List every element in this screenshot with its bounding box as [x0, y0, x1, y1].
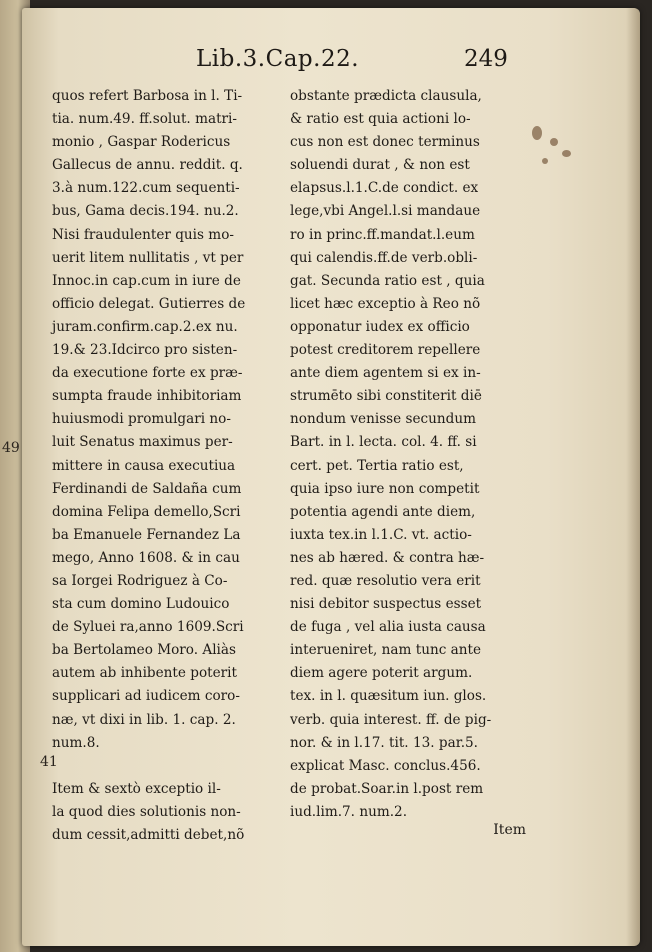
text-line: nor. & in l.17. tit. 13. par.5.	[290, 734, 478, 751]
text-line: potest creditorem repellere	[290, 342, 481, 359]
text-line: lege,vbi Angel.l.si mandaue	[290, 203, 481, 220]
ink-stain	[562, 150, 571, 157]
text-line: huiusmodi promulgari no-	[52, 411, 231, 428]
text-line: Item & sextò exceptio il-	[52, 780, 221, 797]
right-column	[290, 85, 522, 824]
text-line: soluendi durat , & non est	[290, 157, 470, 174]
text-line: tia. num.49. ff.solut. matri-	[52, 111, 237, 128]
text-line: nes ab hæred. & contra hæ-	[290, 549, 485, 566]
text-line: elapsus.l.1.C.de condict. ex	[290, 180, 479, 197]
text-line: explicat Masc. conclus.456.	[290, 757, 481, 774]
text-line: officio delegat. Gutierres de	[52, 295, 246, 312]
text-line: sa Iorgei Rodriguez à Co-	[52, 572, 228, 589]
text-line: licet hæc exceptio à Reo nõ	[290, 295, 481, 312]
text-line: autem ab inhibente poterit	[52, 665, 237, 682]
ink-stain	[532, 126, 542, 140]
text-line: næ, vt dixi in lib. 1. cap. 2.	[52, 711, 236, 728]
text-line: Nisi fraudulenter quis mo-	[52, 226, 234, 243]
page-number: 249	[464, 46, 508, 72]
text-line: ro in princ.ff.mandat.l.eum	[290, 226, 475, 243]
text-line: num.8.	[52, 734, 100, 751]
text-line: opponatur iudex ex officio	[290, 318, 470, 335]
text-line: quia ipso iure non competit	[290, 480, 480, 497]
text-line: monio , Gaspar Rodericus	[52, 134, 231, 151]
text-line: la quod dies solutionis non-	[52, 803, 241, 820]
text-line: strumēto sibi constiterit diē	[290, 388, 482, 405]
text-line: ba Emanuele Fernandez La	[52, 526, 241, 543]
text-line: de Syluei ra,anno 1609.Scri	[52, 619, 244, 636]
text-line: cus non est donec terminus	[290, 134, 480, 151]
text-line: domina Felipa demello,Scri	[52, 503, 241, 520]
ink-stain	[550, 138, 558, 146]
text-line: iuxta tex.in l.1.C. vt. actio-	[290, 526, 472, 543]
text-line: red. quæ resolutio vera erit	[290, 572, 481, 589]
text-line: diem agere poterit argum.	[290, 665, 473, 682]
page-edge-shadow	[626, 8, 640, 946]
text-line: interueniret, nam tunc ante	[290, 642, 482, 659]
text-line: 19.& 23.Idcirco pro sisten-	[52, 342, 238, 359]
text-line: dum cessit,admitti debet,nõ	[52, 827, 245, 843]
text-line: de fuga , vel alia iusta causa	[290, 619, 486, 636]
paragraph-gap	[52, 755, 280, 778]
text-line: & ratio est quia actioni lo-	[290, 111, 471, 128]
text-line: juram.confirm.cap.2.ex nu.	[52, 318, 238, 335]
text-line: cert. pet. Tertia ratio est,	[290, 457, 464, 474]
text-line: bus, Gama decis.194. nu.2.	[52, 203, 239, 220]
text-line: Gallecus de annu. reddit. q.	[52, 157, 243, 174]
text-line: tex. in l. quæsitum iun. glos.	[290, 688, 487, 705]
text-line: gat. Secunda ratio est , quia	[290, 272, 485, 289]
left-column	[52, 85, 280, 847]
text-line: sta cum domino Ludouico	[52, 596, 230, 613]
text-line: mego, Anno 1608. & in cau	[52, 549, 240, 566]
text-line: nondum venisse secundum	[290, 411, 476, 428]
text-line: Ferdinandi de Saldaña cum	[52, 480, 242, 497]
text-line: ante diem agentem si ex in-	[290, 365, 481, 382]
text-line: sumpta fraude inhibitoriam	[52, 388, 242, 405]
text-line: quos refert Barbosa in l. Ti-	[52, 88, 243, 104]
text-line: mittere in causa executiua	[52, 457, 236, 474]
text-line: Innoc.in cap.cum in iure de	[52, 272, 241, 289]
text-line: obstante prædicta clausula,	[290, 88, 482, 104]
text-line: verb. quia interest. ff. de pig-	[290, 711, 492, 728]
text-line: potentia agendi ante diem,	[290, 503, 476, 520]
text-line: 3.à num.122.cum sequenti-	[52, 180, 240, 197]
text-line: nisi debitor suspectus esset	[290, 596, 482, 613]
text-line: de probat.Soar.in l.post rem	[290, 780, 484, 797]
paragraph-number: 41	[40, 754, 58, 770]
catchword: Item	[493, 822, 526, 838]
text-line: uerit litem nullitatis , vt per	[52, 249, 244, 266]
text-line: Bart. in l. lecta. col. 4. ff. si	[290, 434, 477, 451]
text-line: qui calendis.ff.de verb.obli-	[290, 249, 478, 266]
text-line: iud.lim.7. num.2.	[290, 803, 408, 820]
text-line: ba Bertolameo Moro. Aliàs	[52, 642, 236, 659]
ink-stain	[542, 158, 548, 164]
margin-numeral: 49	[2, 440, 20, 456]
text-line: luit Senatus maximus per-	[52, 434, 233, 451]
running-title: Lib.3.Cap.22.	[196, 46, 360, 72]
text-line: da executione forte ex præ-	[52, 365, 243, 382]
text-line: supplicari ad iudicem coro-	[52, 688, 240, 705]
